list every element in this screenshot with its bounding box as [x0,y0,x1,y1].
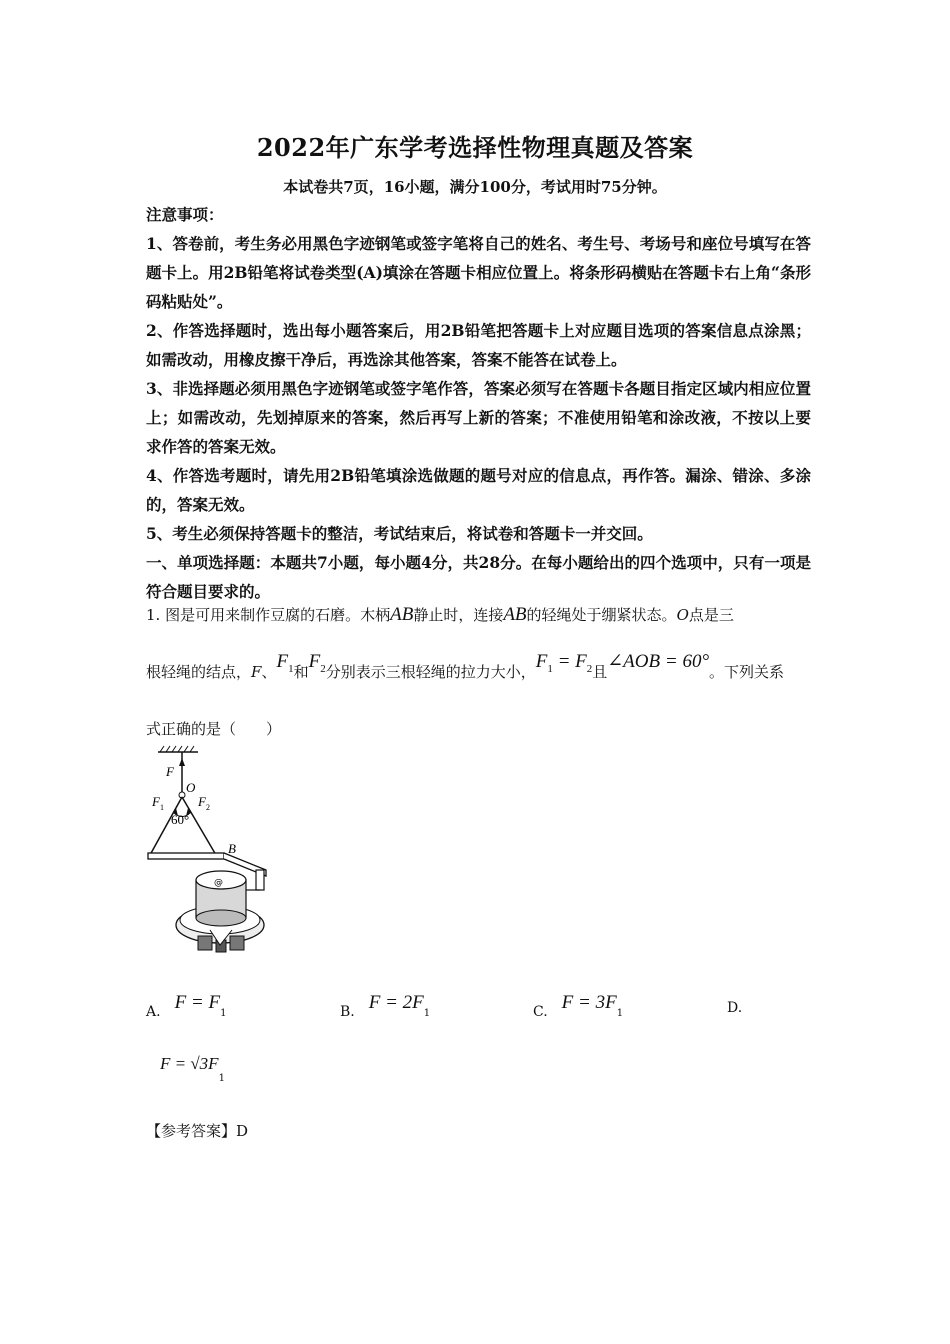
page-title: 2022年广东学考选择性物理真题及答案 [256,133,694,162]
svg-text:B: B [228,841,236,856]
exam-info: 本试卷共7页，16小题，满分100分，考试用时75分钟。 [283,178,667,196]
notice-item-3: 3、非选择题必须用黑色字迹钢笔或签字笔作答，答案必须写在答题卡各题目指定区域内相应位置上；如需改动，先划掉原来的答案，然后再写上新的答案；不准使用铅笔和涂改液，不按以上要求作答的答案无效。 [146,379,811,456]
svg-text:F: F [198,794,206,809]
question-1-line-2: 根轻绳的结点，F、$F_1$和$F_2$分别表示三根轻绳的拉力大小，$F_1 = F_2$且∠AOB = 60°。下列关系 [146,651,785,681]
question-1-line-3: 式正确的是（ ） [146,720,282,738]
rod-ab-label: AB [390,604,414,625]
option-b[interactable]: B. $F = 2F_1$ [340,992,431,1020]
notice-item-1: 1、答卷前，考生务必用黑色字迹钢笔或签字笔将自己的姓名、考生号、考场号和座位号填写在答题卡上。用2B铅笔将试卷类型(A)填涂在答题卡相应位置上。将条形码横贴在答题卡右上角“条形码粘贴处”。 [146,234,811,311]
svg-text:F: F [152,794,160,809]
wooden-rod-ab [148,853,224,859]
svg-text:2: 2 [206,803,210,812]
notice-item-4: 4、作答选考题时，请先用2B铅笔填涂选做题的题号对应的信息点，再作答。漏涂、错涂、多涂的，答案无效。 [146,466,811,514]
option-a[interactable]: A. $F = F_1$ [146,992,227,1020]
notice-heading: 注意事项： [146,205,224,224]
option-d-formula: $F = √3F_1$ [160,1054,225,1084]
angle-aob: ∠AOB = 60° [607,651,710,672]
rod-ab-label: AB [503,604,527,625]
option-c[interactable]: C. $F = 3F_1$ [533,992,624,1020]
svg-text:1: 1 [160,803,164,812]
svg-text:@: @ [214,878,223,888]
notice-item-5: 5、考生必须保持答题卡的整洁，考试结束后，将试卷和答题卡一并交回。 [146,524,653,543]
svg-text:60°: 60° [171,812,190,827]
notice-item-2: 2、作答选择题时，选出每小题答案后，用2B铅笔把答题卡上对应题目选项的答案信息点涂黑；如需改动，用橡皮擦干净后，再选涂其他答案，答案不能答在试卷上。 [146,321,811,369]
option-d[interactable]: D. [727,1000,743,1016]
svg-text:O: O [186,780,196,795]
stone-mill-figure [140,740,280,965]
knot-o-label: O [676,606,689,624]
reference-answer: 【参考答案】D [146,1122,249,1140]
section-heading: 一、单项选择题：本题共7小题，每小题4分，共28分。在每小题给出的四个选项中，只有一项是符合题目要求的。 [146,553,811,601]
question-1-line-1: 1. 图是可用来制作豆腐的石磨。木柄AB静止时，连接AB的轻绳处于绷紧状态。O点是三 [146,604,734,625]
svg-text:F: F [166,764,174,779]
